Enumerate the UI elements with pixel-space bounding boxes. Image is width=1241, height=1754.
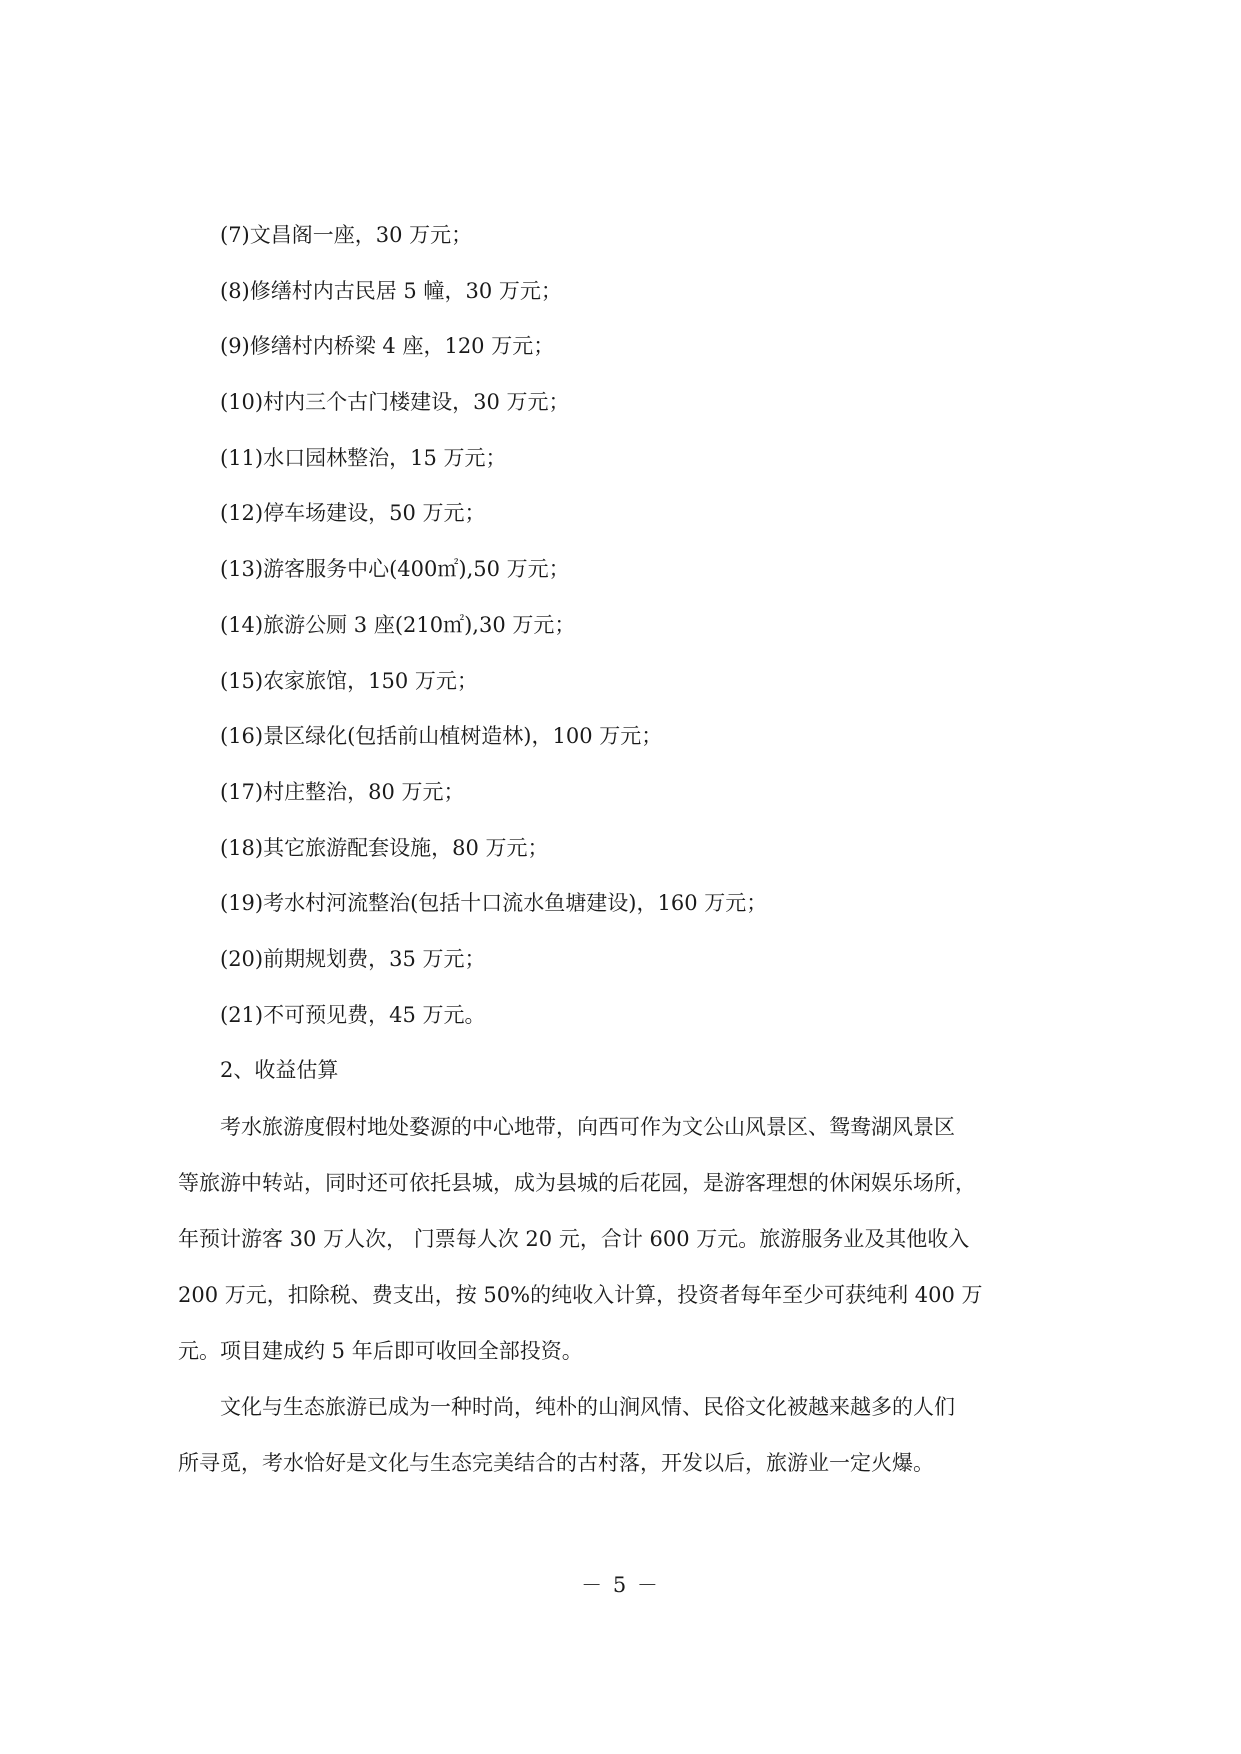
list-item: (16)景区绿化(包括前山植树造林)，100 万元； bbox=[220, 724, 663, 749]
list-item: (14)旅游公厕 3 座(210㎡),30 万元； bbox=[220, 612, 576, 637]
list-item: (18)其它旅游配套设施，80 万元； bbox=[220, 835, 549, 860]
list-item: (21)不可预见费，45 万元。 bbox=[220, 1002, 486, 1027]
page-content bbox=[178, 208, 1090, 1491]
page-number: － 5 － bbox=[581, 1573, 660, 1597]
paragraph-line: 等旅游中转站，同时还可依托县城，成为县城的后花园，是游客理想的休闲娱乐场所， bbox=[178, 1171, 976, 1195]
list-item: (20)前期规划费，35 万元； bbox=[220, 946, 486, 971]
paragraph-line: 考水旅游度假村地处婺源的中心地带，向西可作为文公山风景区、鸳鸯湖风景区 bbox=[220, 1115, 955, 1139]
list-item: (10)村内三个古门楼建设，30 万元； bbox=[220, 390, 570, 415]
paragraph-line: 元。项目建成约 5 年后即可收回全部投资。 bbox=[178, 1339, 583, 1363]
list-item: (19)考水村河流整治(包括十口流水鱼塘建设)，160 万元； bbox=[220, 891, 768, 916]
paragraph-line: 200 万元，扣除税、费支出，按 50%的纯收入计算，投资者每年至少可获纯利 400 万 bbox=[178, 1283, 983, 1307]
conclusion-paragraph bbox=[178, 1379, 1090, 1491]
budget-item-list bbox=[220, 208, 1090, 1043]
paragraph-line: 年预计游客 30 万人次， 门票每人次 20 元，合计 600 万元。旅游服务业及其他收入 bbox=[178, 1227, 970, 1251]
revenue-paragraph bbox=[178, 1099, 1090, 1379]
list-item: (7)文昌阁一座，30 万元； bbox=[220, 223, 473, 247]
list-item: (15)农家旅馆，150 万元； bbox=[220, 668, 478, 693]
list-item: (17)村庄整治，80 万元； bbox=[220, 779, 465, 804]
section-heading: 2、收益估算 bbox=[220, 1058, 339, 1083]
paragraph-line: 所寻觅，考水恰好是文化与生态完美结合的古村落，开发以后，旅游业一定火爆。 bbox=[178, 1451, 934, 1475]
list-item: (11)水口园林整治，15 万元； bbox=[220, 445, 507, 470]
list-item: (9)修缮村内桥梁 4 座，120 万元； bbox=[220, 334, 555, 359]
list-item: (13)游客服务中心(400㎡),50 万元； bbox=[220, 557, 570, 582]
paragraph-line: 文化与生态旅游已成为一种时尚，纯朴的山涧风情、民俗文化被越来越多的人们 bbox=[220, 1395, 955, 1419]
list-item: (12)停车场建设，50 万元； bbox=[220, 501, 486, 526]
list-item: (8)修缮村内古民居 5 幢，30 万元； bbox=[220, 278, 562, 303]
